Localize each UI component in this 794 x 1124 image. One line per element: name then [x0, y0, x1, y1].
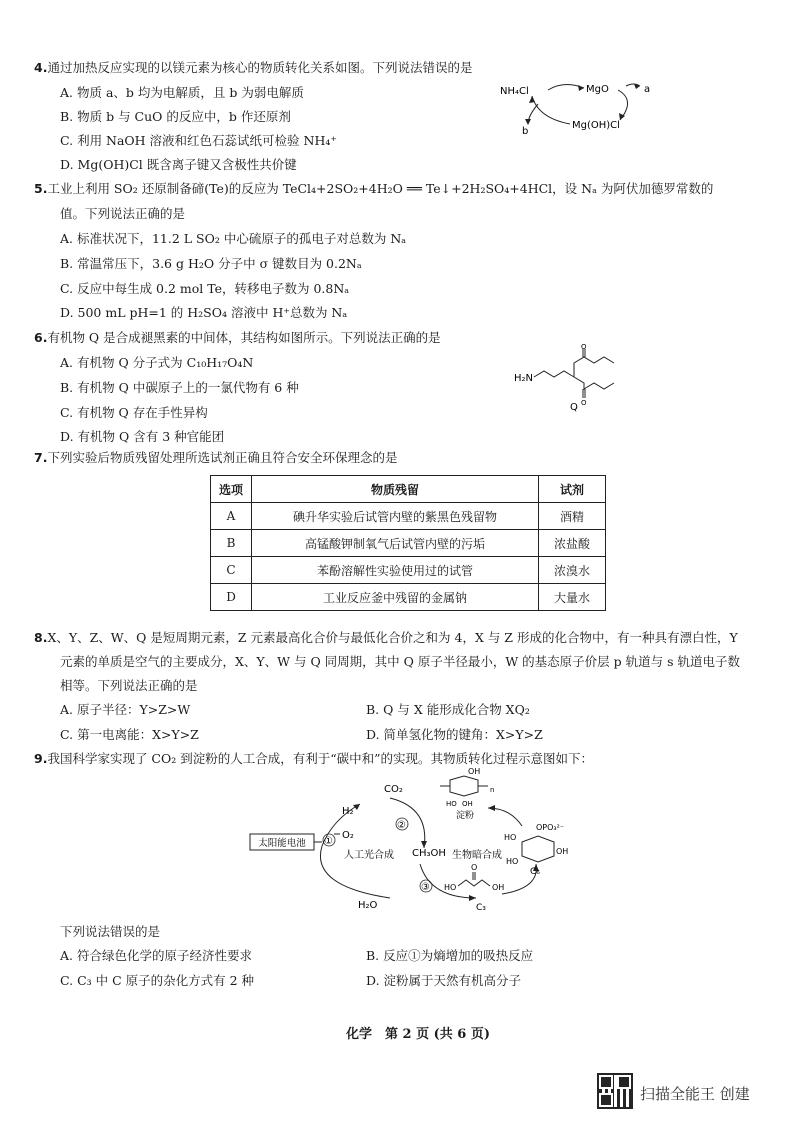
q4-nh4cl: NH₄Cl: [500, 86, 529, 97]
q9-c6-opo3: OPO₃²⁻: [536, 823, 565, 832]
q9-solar-label: 太阳能电池: [258, 838, 306, 849]
q6-amine: H₂N: [514, 373, 534, 384]
q9-bio: 生物暗合成: [452, 850, 502, 861]
q7-cell-residue: 苯酚溶解性实验使用过的试管: [252, 557, 539, 584]
q9-number: 9.: [34, 751, 48, 766]
q6-upper-ester: [574, 357, 614, 377]
q4-mgo: MgO: [586, 84, 609, 95]
q7-cell-reagent: 酒精: [539, 503, 606, 530]
q4-stem-text: 通过加热反应实现的以镁元素为核心的物质转化关系如图。下列说法错误的是: [47, 60, 473, 75]
q4-option-b: B. 物质 b 与 CuO 的反应中，b 作还原剂: [60, 109, 291, 124]
q4-option-a: A. 物质 a、b 均为电解质，且 b 为弱电解质: [60, 85, 304, 100]
q9-starch-oh: OH: [462, 800, 473, 808]
q9-starch-ring: [450, 776, 478, 796]
watermark-text: 扫描全能王 创建: [640, 1085, 750, 1103]
q5-option-b: B. 常温常压下，3.6 g H₂O 分子中 σ 键数目为 0.2Nₐ: [60, 256, 362, 271]
q9-artificial: 人工光合成: [344, 850, 394, 861]
q9-option-c: C. C₃ 中 C 原子的杂化方式有 2 种: [60, 973, 255, 988]
q7-cell-option: D: [211, 584, 252, 611]
q9-step3: ③: [421, 882, 430, 893]
q6-o-lower: O: [581, 399, 587, 407]
q6-stem: [34, 330, 441, 346]
q9-option-d: D. 淀粉属于天然有机高分子: [366, 973, 522, 988]
q8-stem-line2: 元素的单质是空气的主要成分，X、Y、W 与 Q 同周期，其中 Q 原子半径最小，W 的基态原子价层 p 轨道与 s 轨道电子数: [60, 654, 740, 669]
q6-stem-text: 有机物 Q 是合成褪黑素的中间体，其结构如图所示。下列说法正确的是: [47, 330, 441, 345]
qr-code-icon: [597, 1073, 633, 1109]
q4-option-c: C. 利用 NaOH 溶液和红色石蕊试纸可检验 NH₄⁺: [60, 133, 337, 148]
table-row: [211, 530, 606, 557]
q7-stem: [34, 450, 397, 466]
q9-stem: [34, 751, 593, 767]
q8-stem-line1: X、Y、Z、W、Q 是短周期元素，Z 元素最高化合价与最低化合价之和为 4，X 与 Z 形成的化合物中，有一种具有漂白性，Y: [47, 630, 738, 645]
q9-middle-arc: [390, 798, 425, 848]
q6-option-a: A. 有机物 Q 分子式为 C₁₀H₁₇O₄N: [60, 355, 254, 370]
q7-cell-option: C: [211, 557, 252, 584]
q4-mgohcl: Mg(OH)Cl: [572, 120, 620, 131]
q8-option-c: C. 第一电离能：X>Y>Z: [60, 727, 199, 742]
table-row: [211, 557, 606, 584]
q9-starch-n: n: [490, 786, 495, 794]
q7-cell-option: A: [211, 503, 252, 530]
q5-option-c: C. 反应中每生成 0.2 mol Te，转移电子数为 0.8Nₐ: [60, 281, 350, 296]
q6-chain: [534, 371, 574, 377]
q7-cell-reagent: 大量水: [539, 584, 606, 611]
q9-o2: O₂: [342, 830, 354, 841]
q8-option-d: D. 简单氢化物的键角：X>Y>Z: [366, 727, 543, 742]
q9-c3-o: O: [471, 863, 478, 872]
q4-cycle-diagram: [498, 78, 658, 140]
q9-c3: C₃: [476, 903, 486, 913]
q9-stem-text: 我国科学家实现了 CO₂ 到淀粉的人工合成，有利于“碳中和”的实现。其物质转化过程示意图如下：: [47, 751, 594, 766]
q8-option-a: A. 原子半径：Y>Z>W: [60, 702, 191, 717]
table-row: [211, 503, 606, 530]
q9-c3-oh: OH: [492, 883, 505, 892]
q9-c6-ho2: HO: [506, 857, 519, 866]
q7-header-option: 选项: [211, 476, 252, 503]
q5-option-d: D. 500 mL pH=1 的 H₂SO₄ 溶液中 H⁺总数为 Nₐ: [60, 305, 348, 320]
q9-step1: ①: [324, 836, 333, 847]
q6-label: Q: [570, 402, 578, 413]
q9-h2o: H₂O: [358, 900, 378, 911]
q9-process-diagram: [240, 768, 580, 918]
q4-b: b: [522, 126, 529, 137]
q9-option-a: A. 符合绿色化学的原子经济性要求: [60, 948, 252, 963]
q4-stem: [34, 60, 472, 76]
q5-stem-line1: 工业上利用 SO₂ 还原制备碲(Te)的反应为 TeCl₄+2SO₂+4H₂O ══ Te↓+2H₂SO₄+4HCl，设 Nₐ 为阿伏加德罗常数的: [47, 181, 714, 196]
q8-stem-line3: 相等。下列说法正确的是: [60, 678, 198, 693]
q9-c6-oh: OH: [556, 847, 569, 856]
q9-starch-arrow: [488, 808, 522, 826]
q5-stem-line2: 值。下列说法正确的是: [60, 206, 186, 221]
q7-cell-reagent: 浓盐酸: [539, 530, 606, 557]
q9-c3-ho: HO: [444, 883, 457, 892]
q6-option-c: C. 有机物 Q 存在手性异构: [60, 405, 208, 420]
q6-o-upper: O: [581, 344, 587, 351]
q4-option-d: D. Mg(OH)Cl 既含离子键又含极性共价键: [60, 157, 297, 172]
q9-ch3oh: CH₃OH: [412, 848, 446, 859]
q7-table-header: [211, 476, 606, 503]
q6-lower-ester: [574, 377, 614, 389]
q5-number: 5.: [34, 181, 48, 196]
q9-c6: C₆: [530, 867, 540, 877]
q4-arrow-left: [532, 96, 570, 124]
q7-header-residue: 物质残留: [252, 476, 539, 503]
q4-a: a: [644, 84, 651, 95]
q9-c6-ring: [522, 836, 554, 862]
q9-question: 下列说法错误的是: [60, 924, 161, 939]
q7-table: [210, 475, 606, 611]
q9-starch-label: 淀粉: [456, 811, 475, 821]
q6-structure: [512, 344, 632, 416]
q8-number: 8.: [34, 630, 48, 645]
table-row: [211, 584, 606, 611]
q7-cell-residue: 高锰酸钾制氧气后试管内壁的污垢: [252, 530, 539, 557]
q9-c3-chain: [458, 880, 490, 886]
q7-number: 7.: [34, 450, 48, 465]
q5-option-a: A. 标准状况下，11.2 L SO₂ 中心硫原子的孤电子对总数为 Nₐ: [60, 231, 407, 246]
q7-cell-reagent: 浓溴水: [539, 557, 606, 584]
q7-stem-text: 下列实验后物质残留处理所选试剂正确且符合安全环保理念的是: [47, 450, 398, 465]
q9-starch-ho: HO: [446, 800, 457, 808]
q7-cell-residue: 碘升华实验后试管内壁的紫黑色残留物: [252, 503, 539, 530]
q9-h2: H₂: [342, 806, 354, 817]
page-footer: 化学 第 2 页 (共 6 页): [346, 1027, 491, 1042]
q6-option-b: B. 有机物 Q 中碳原子上的一氯代物有 6 种: [60, 380, 299, 395]
q9-step2: ②: [397, 820, 406, 831]
q8-stem: [34, 630, 738, 646]
q7-header-reagent: 试剂: [539, 476, 606, 503]
q9-co2: CO₂: [384, 784, 403, 795]
q7-cell-residue: 工业反应釜中残留的金属钠: [252, 584, 539, 611]
q5-stem: [34, 181, 713, 197]
q8-option-b: B. Q 与 X 能形成化合物 XQ₂: [366, 702, 530, 717]
q9-option-b: B. 反应①为熵增加的吸热反应: [366, 948, 534, 963]
q6-option-d: D. 有机物 Q 含有 3 种官能团: [60, 429, 225, 444]
q9-c6-ho1: HO: [504, 833, 517, 842]
q4-number: 4.: [34, 60, 48, 75]
q7-cell-option: B: [211, 530, 252, 557]
q6-number: 6.: [34, 330, 48, 345]
q9-starch-oh-top: OH: [468, 768, 481, 776]
